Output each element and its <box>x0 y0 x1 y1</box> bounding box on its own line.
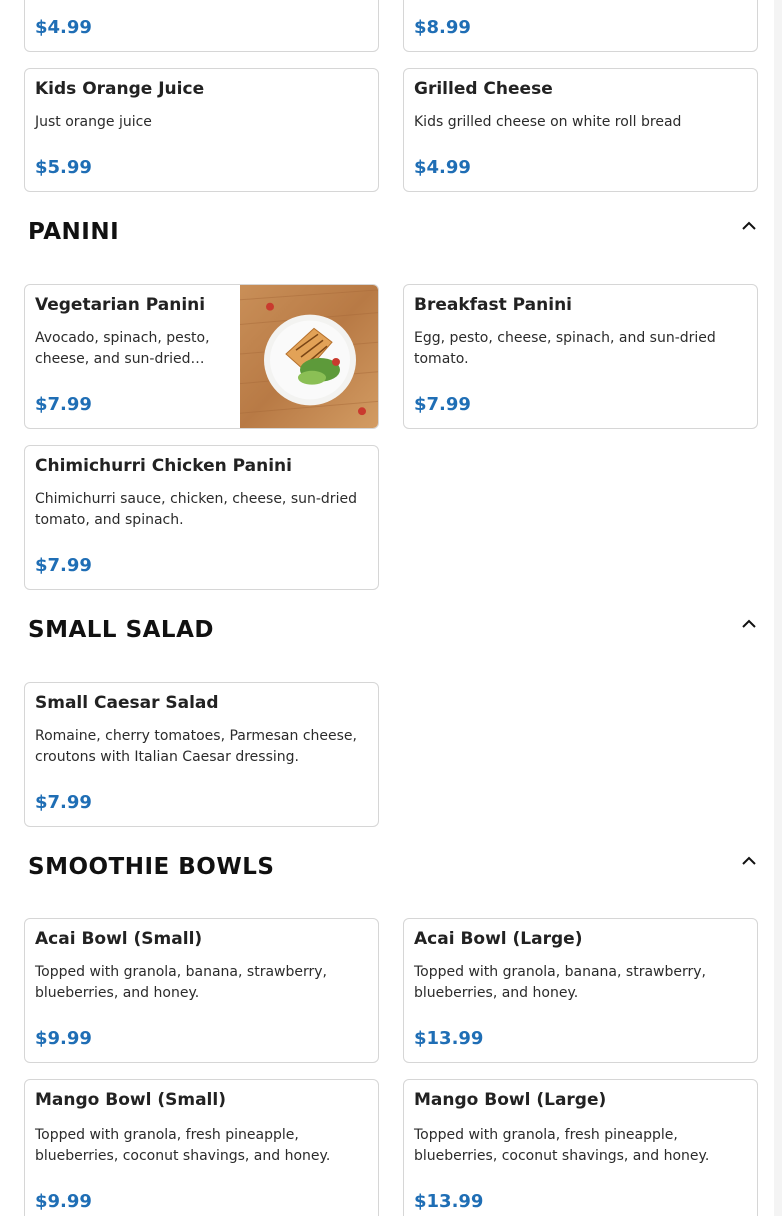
item-name: Acai Bowl (Large) <box>414 929 583 949</box>
item-name: Vegetarian Panini <box>35 295 206 315</box>
item-name: Grilled Cheese <box>414 79 553 99</box>
item-description: Topped with granola, banana, strawberry, blueberries, and honey. <box>414 964 706 1001</box>
item-description: Topped with granola, banana, strawberry, blueberries, and honey. <box>35 964 327 1001</box>
chevron-up-icon[interactable] <box>740 219 758 233</box>
menu-item-card[interactable] <box>403 0 758 52</box>
section-title-small-salad: SMALL SALAD <box>28 617 214 643</box>
item-description: Kids grilled cheese on white roll bread <box>414 114 682 130</box>
menu-item-card[interactable] <box>24 918 379 1063</box>
menu-item-card[interactable] <box>403 1079 758 1216</box>
item-name: Small Caesar Salad <box>35 693 219 713</box>
item-price: $5.99 <box>35 157 92 178</box>
item-description: Egg, pesto, cheese, spinach, and sun-dried tomato. <box>414 330 716 367</box>
section-title-smoothie-bowls: SMOOTHIE BOWLS <box>28 854 275 880</box>
menu-item-card[interactable] <box>24 1079 379 1216</box>
item-price: $8.99 <box>414 17 471 38</box>
item-description: Just orange juice <box>35 114 152 130</box>
menu-item-card[interactable] <box>24 284 379 429</box>
chevron-up-icon[interactable] <box>740 617 758 631</box>
item-name: Chimichurri Chicken Panini <box>35 456 292 476</box>
item-price: $7.99 <box>35 394 92 415</box>
menu-item-card[interactable] <box>24 682 379 827</box>
item-name: Kids Orange Juice <box>35 79 205 99</box>
item-price: $9.99 <box>35 1191 92 1212</box>
item-name: Breakfast Panini <box>414 295 573 315</box>
item-name: Mango Bowl (Large) <box>414 1090 607 1110</box>
menu-item-card[interactable] <box>403 918 758 1063</box>
menu-item-card[interactable] <box>403 284 758 429</box>
scrollbar-track[interactable] <box>774 0 782 1216</box>
item-price: $4.99 <box>35 17 92 38</box>
item-name: Mango Bowl (Small) <box>35 1090 226 1110</box>
menu-item-card[interactable] <box>24 0 379 52</box>
menu-item-card[interactable] <box>24 445 379 590</box>
item-description: Topped with granola, fresh pineapple, blueberries, coconut shavings, and honey. <box>414 1127 710 1164</box>
item-description: Topped with granola, fresh pineapple, blueberries, coconut shavings, and honey. <box>35 1127 331 1164</box>
item-price: $7.99 <box>35 792 92 813</box>
item-price: $9.99 <box>35 1028 92 1049</box>
item-description: Chimichurri sauce, chicken, cheese, sun-dried tomato, and spinach. <box>35 491 357 528</box>
item-price: $13.99 <box>414 1191 484 1212</box>
item-price: $4.99 <box>414 157 471 178</box>
menu-item-card[interactable] <box>403 68 758 192</box>
chevron-up-icon[interactable] <box>740 854 758 868</box>
panini-photo <box>240 285 378 428</box>
item-description: Avocado, spinach, pesto, cheese, and sun-dried… <box>35 330 210 367</box>
item-name: Acai Bowl (Small) <box>35 929 203 949</box>
item-price: $7.99 <box>35 555 92 576</box>
item-description: Romaine, cherry tomatoes, Parmesan cheese, croutons with Italian Caesar dressing. <box>35 728 357 765</box>
item-price: $13.99 <box>414 1028 484 1049</box>
menu-item-card[interactable] <box>24 68 379 192</box>
item-price: $7.99 <box>414 394 471 415</box>
section-title-panini: PANINI <box>28 219 120 245</box>
